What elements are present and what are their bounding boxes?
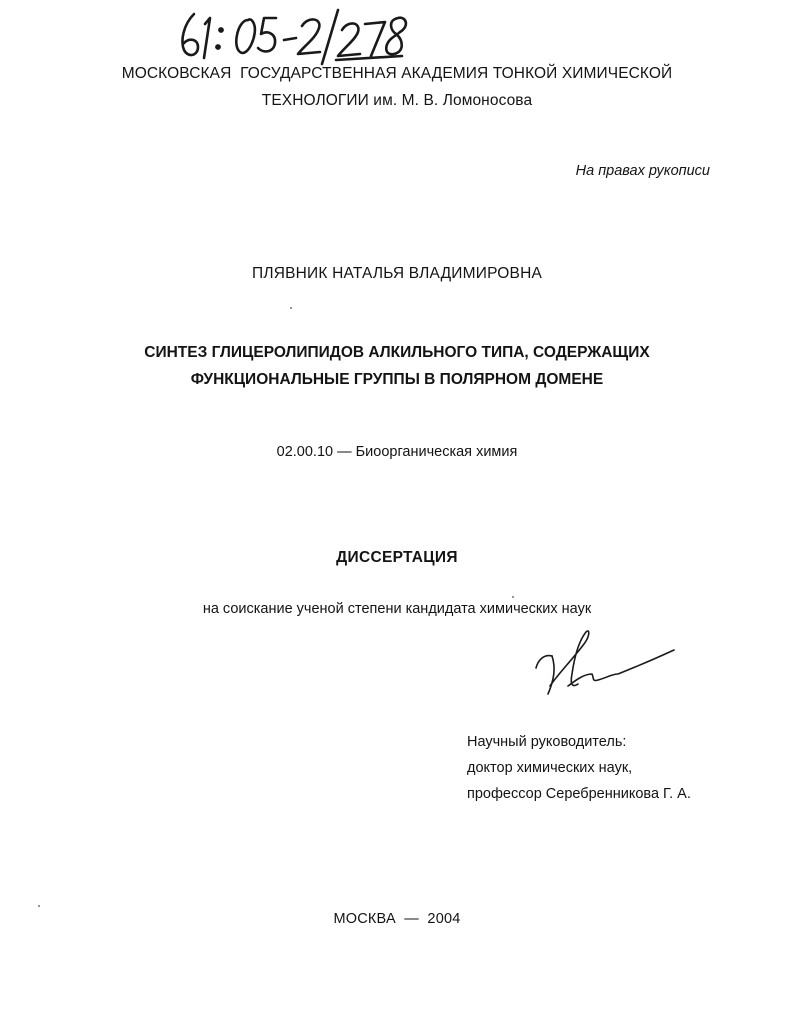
supervisor-degree: доктор химических наук,	[467, 760, 633, 776]
place-and-year: МОСКВА — 2004	[333, 911, 461, 927]
dissertation-title	[0, 339, 794, 393]
degree-statement: на соискание ученой степени кандидата химических наук	[202, 601, 592, 617]
title-line-1: СИНТЕЗ ГЛИЦЕРОЛИПИДОВ АЛКИЛЬНОГО ТИПА, СОДЕРЖАЩИХ	[144, 344, 650, 361]
title-line-2: ФУНКЦИОНАЛЬНЫЕ ГРУППЫ В ПОЛЯРНОМ ДОМЕНЕ	[190, 371, 604, 388]
supervisor-name: профессор Серебренникова Г. А.	[467, 786, 691, 802]
specialty-code: 02.00.10 — Биоорганическая химия	[276, 444, 518, 460]
author-name: ПЛЯВНИК НАТАЛЬЯ ВЛАДИМИРОВНА	[251, 265, 543, 282]
supervisor-block	[467, 729, 691, 807]
scan-speck	[38, 905, 40, 907]
handwritten-archive-number	[172, 6, 412, 68]
institution-name	[0, 60, 794, 114]
document-type: ДИССЕРТАЦИЯ	[336, 549, 458, 566]
institution-line-1: МОСКОВСКАЯ ГОСУДАРСТВЕННАЯ АКАДЕМИЯ ТОНКОЙ ХИМИЧЕСКОЙ	[121, 65, 673, 82]
supervisor-label: Научный руководитель:	[467, 734, 627, 750]
signature-image	[528, 624, 678, 702]
scan-speck	[290, 307, 292, 309]
manuscript-rights-note: На правах рукописи	[575, 163, 710, 179]
institution-line-2: ТЕХНОЛОГИИ им. М. В. Ломоносова	[261, 92, 533, 109]
scan-speck	[512, 596, 514, 598]
